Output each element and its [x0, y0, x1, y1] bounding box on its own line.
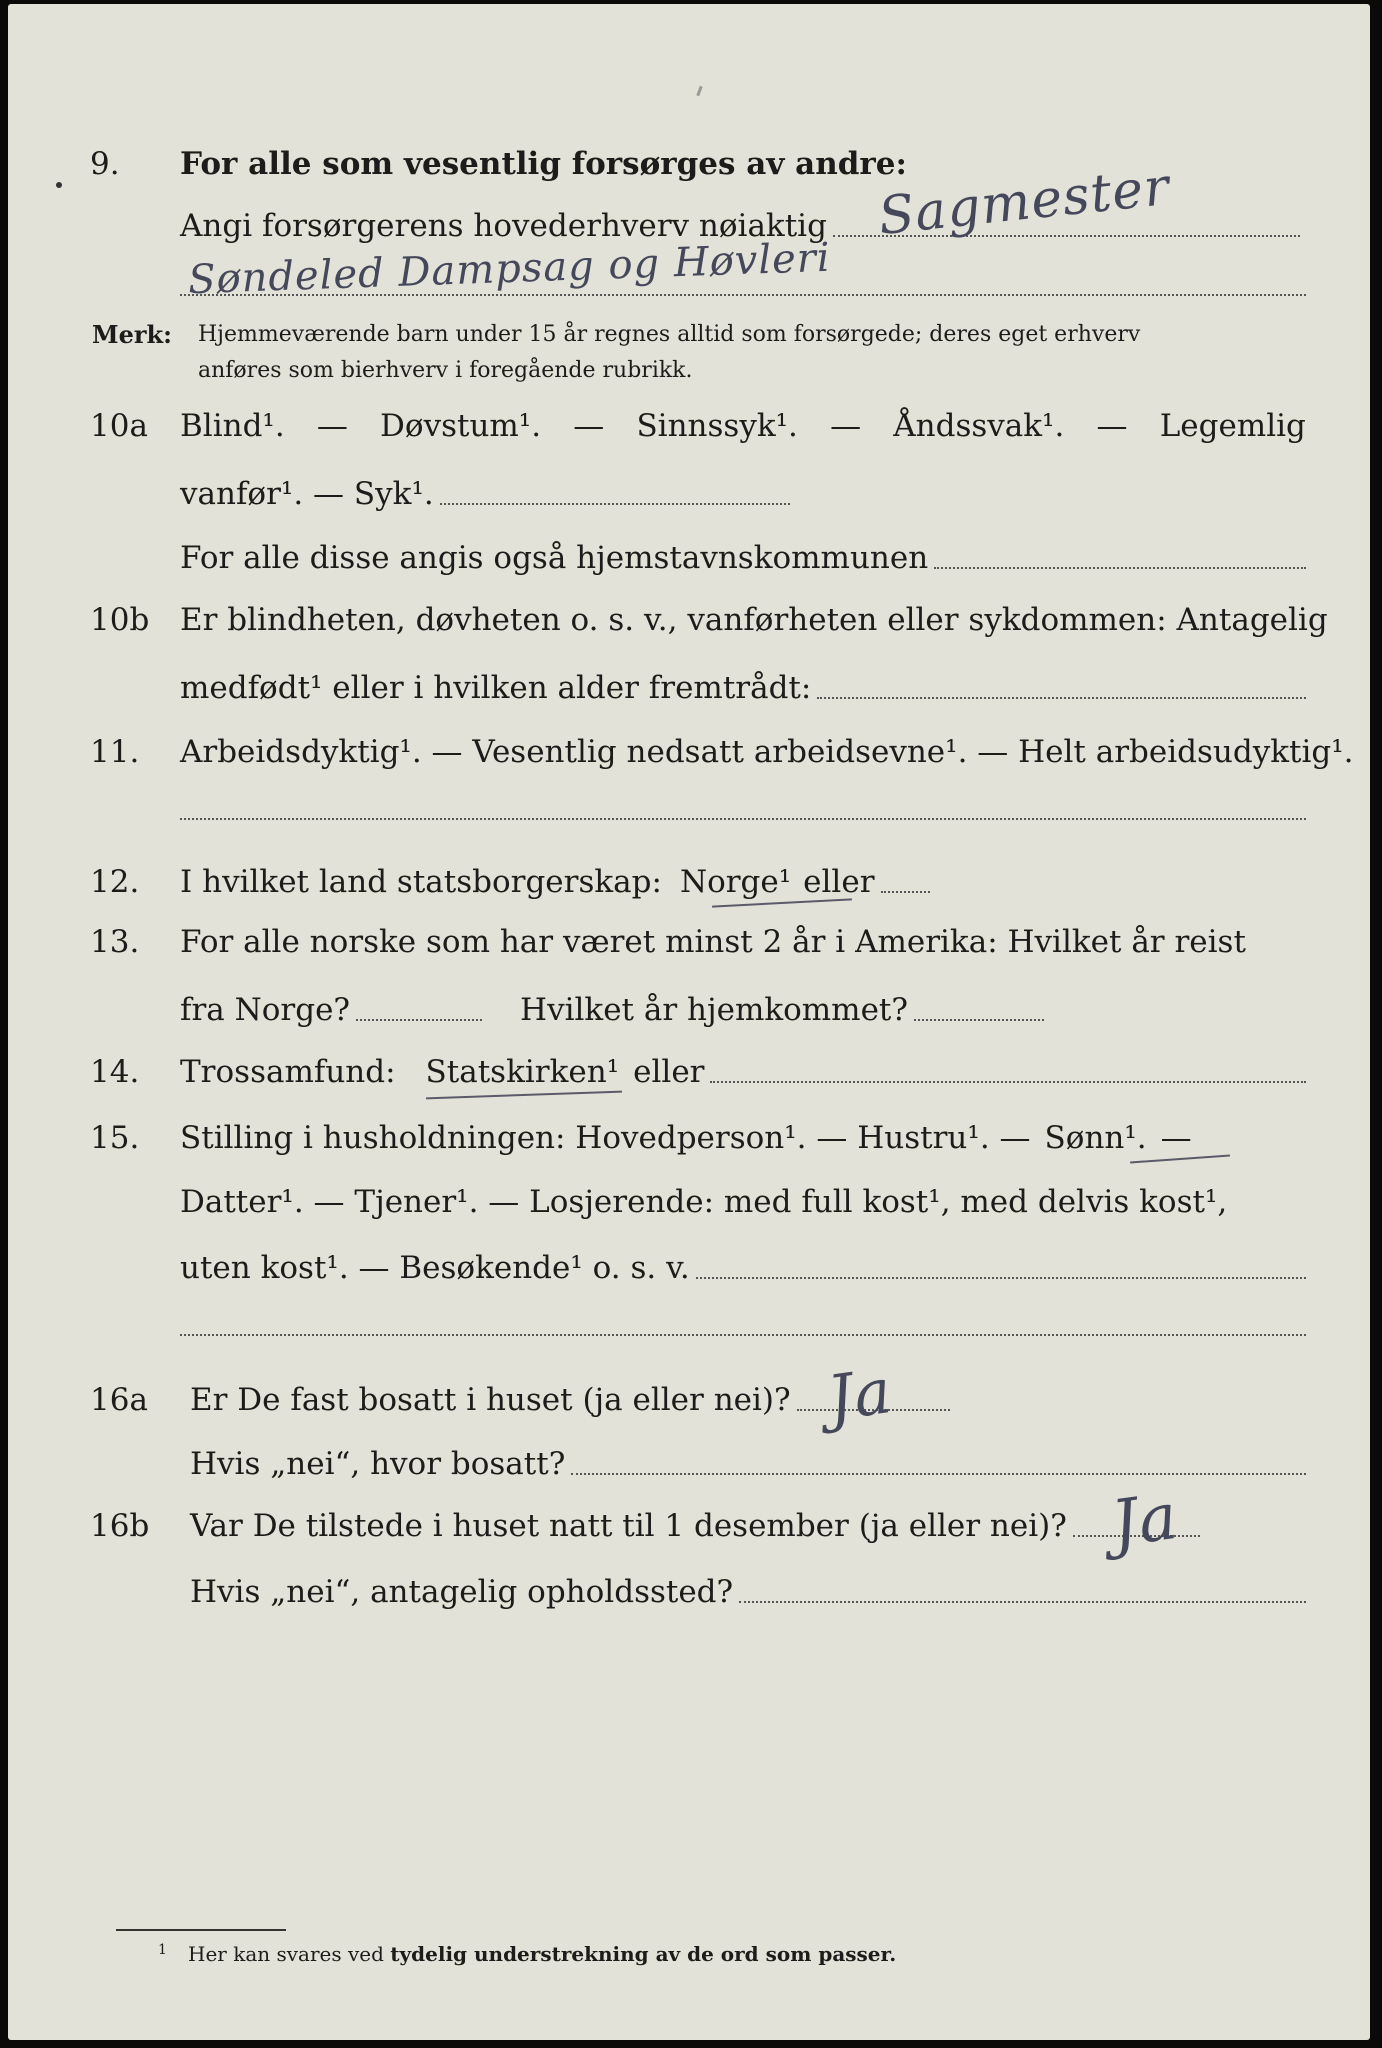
note-text: anføres som bierhverv i foregående rubrikk. — [198, 358, 693, 383]
answer-field[interactable] — [739, 1600, 1306, 1603]
question-10a-line-2 — [8, 474, 1370, 530]
option-blind[interactable]: Blind¹. — [180, 408, 285, 444]
question-13-line-1 — [8, 922, 1370, 978]
answer-field[interactable] — [180, 1334, 1306, 1336]
option-andssvak[interactable]: Åndssvak¹. — [893, 408, 1065, 444]
question-number: 13. — [90, 924, 140, 960]
answer-field[interactable] — [571, 1472, 1306, 1475]
question-number: 16a — [90, 1382, 148, 1418]
question-number: 14. — [90, 1054, 140, 1090]
question-text: Hvilket år hjemkommet? — [520, 992, 909, 1028]
question-10a-line-3 — [8, 538, 1370, 594]
handwritten-answer: Ja — [823, 1353, 897, 1436]
handwritten-answer: Sagmester — [875, 156, 1173, 248]
question-text: vanfør¹. — Syk¹. — [180, 476, 434, 512]
option-statskirken[interactable]: Statskirken¹ — [425, 1054, 620, 1090]
question-text: For alle som vesentlig forsørges av andre: — [180, 146, 907, 182]
question-text: eller — [803, 864, 875, 900]
question-13-line-2 — [8, 990, 1370, 1046]
question-text: Datter¹. — Tjener¹. — Losjerende: med full kost¹, med delvis kost¹, — [180, 1184, 1228, 1220]
answer-field[interactable] — [696, 1276, 1306, 1279]
question-text: Er De fast bosatt i huset (ja eller nei)? — [190, 1382, 791, 1418]
answer-field[interactable] — [356, 1018, 482, 1021]
question-15-line-2 — [8, 1182, 1370, 1238]
question-text: Er blindheten, døvheten o. s. v., vanførheten eller sykdommen: Antagelig — [180, 602, 1328, 638]
answer-field[interactable] — [180, 818, 1306, 820]
dash: — — [830, 408, 862, 444]
census-form-page — [8, 4, 1370, 2040]
question-10b-line-1 — [8, 600, 1370, 656]
question-16a-line-1 — [8, 1380, 1370, 1436]
answer-field[interactable] — [934, 566, 1306, 569]
answer-field[interactable] — [881, 890, 930, 893]
question-number: 15. — [90, 1120, 140, 1156]
question-15-line-1 — [8, 1118, 1370, 1174]
question-text: I hvilket land statsborgerskap: — [180, 864, 662, 900]
question-text: fra Norge? — [180, 992, 351, 1028]
paper-speck — [696, 86, 702, 96]
question-10b-line-2 — [8, 668, 1370, 724]
question-text: For alle disse angis også hjemstavnskommunen — [180, 540, 929, 576]
answer-field[interactable] — [440, 502, 790, 505]
footnote-marker: 1 — [158, 1942, 167, 1958]
option-sinnssyk[interactable]: Sinnssyk¹. — [636, 408, 798, 444]
question-11 — [8, 732, 1370, 788]
question-text: Arbeidsdyktig¹. — Vesentlig nedsatt arbeidsevne¹. — Helt arbeidsudyktig¹. — [180, 734, 1354, 770]
question-text: Hvis „nei“, hvor bosatt? — [190, 1446, 566, 1482]
question-10a-line-1 — [8, 406, 1370, 462]
question-number: 9. — [90, 146, 120, 182]
handwritten-answer: Ja — [1107, 1479, 1183, 1563]
option-legemlig[interactable]: Legemlig — [1159, 408, 1306, 444]
footnote-text-bold: tydelig understrekning av de ord som passer. — [390, 1942, 897, 1966]
question-text: Stilling i husholdningen: Hovedperson¹. — Hustru¹. — — [180, 1120, 1031, 1156]
dash: — — [1160, 1120, 1192, 1156]
option-sonn[interactable]: Sønn¹. — [1044, 1120, 1147, 1156]
question-text: medfødt¹ eller i hvilken alder fremtrådt: — [180, 670, 812, 706]
question-text: Angi forsørgerens hovederhverv nøiaktig — [180, 208, 827, 244]
question-number: 10b — [90, 602, 150, 638]
answer-field[interactable] — [914, 1018, 1044, 1021]
question-15-line-3 — [8, 1248, 1370, 1304]
answer-field[interactable] — [817, 696, 1306, 699]
question-text: Hvis „nei“, antagelig opholdssted? — [190, 1574, 734, 1610]
question-14 — [8, 1052, 1370, 1108]
answer-field[interactable] — [710, 1080, 1306, 1083]
question-16b-line-2 — [8, 1572, 1370, 1628]
question-number: 12. — [90, 864, 140, 900]
footnote-text: Her kan svares ved — [188, 1942, 384, 1966]
dash: — — [316, 408, 348, 444]
footnote-rule — [116, 1929, 286, 1931]
dash: — — [573, 408, 605, 444]
question-text: eller — [633, 1054, 705, 1090]
question-12 — [8, 862, 1370, 918]
question-text: uten kost¹. — Besøkende¹ o. s. v. — [180, 1250, 690, 1286]
question-number: 11. — [90, 734, 140, 770]
option-dovstum[interactable]: Døvstum¹. — [380, 408, 542, 444]
question-text: Var De tilstede i huset natt til 1 desember (ja eller nei)? — [190, 1508, 1067, 1544]
question-text: Trossamfund: — [180, 1054, 396, 1090]
handwritten-answer: Søndeled Dampsag og Høvleri — [187, 234, 832, 304]
dash: — — [1096, 408, 1128, 444]
note-block — [8, 318, 1370, 383]
footnote — [188, 1940, 896, 1968]
question-number: 10a — [90, 408, 148, 444]
option-norge[interactable]: Norge¹ — [679, 864, 792, 900]
question-text: For alle norske som har været minst 2 år i Amerika: Hvilket år reist — [180, 924, 1246, 960]
question-number: 16b — [90, 1508, 150, 1544]
note-text: Hjemmeværende barn under 15 år regnes alltid som forsørgede; deres eget erhverv — [198, 322, 1141, 347]
note-label: Merk: — [92, 320, 172, 349]
